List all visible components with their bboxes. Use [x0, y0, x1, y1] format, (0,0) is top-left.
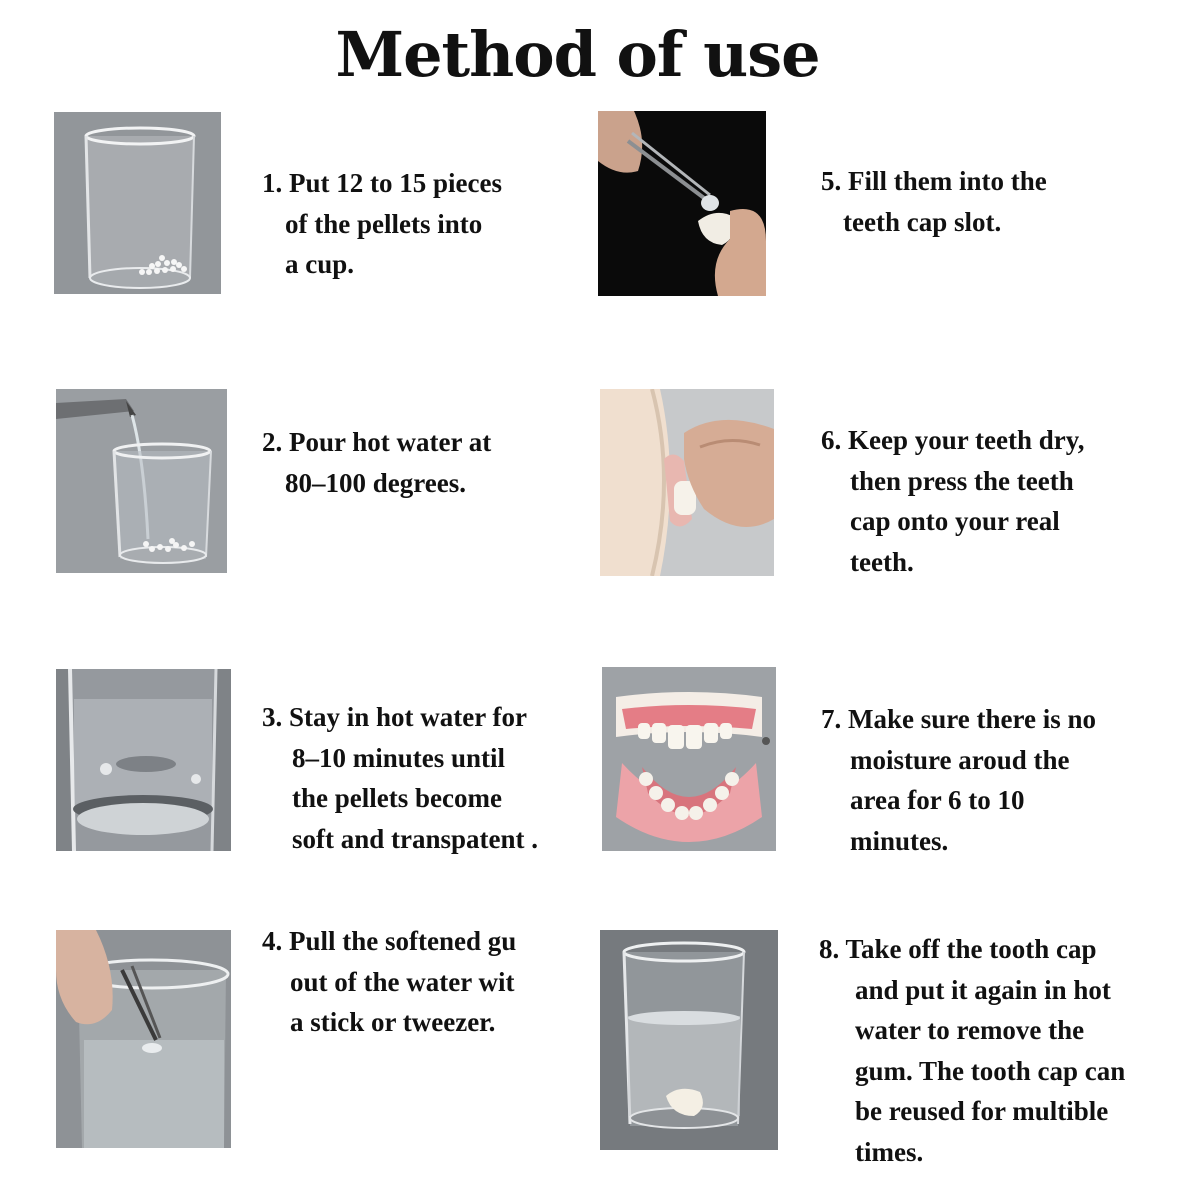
step-1-photo	[54, 112, 221, 294]
step-6-photo	[600, 389, 774, 576]
step-8-text: 8. Take off the tooth cap and put it again in hot water to remove the gum. The tooth cap can be reused for multible times.	[819, 934, 1126, 1167]
press-cap-on-model-icon	[600, 389, 774, 576]
step-4-photo	[56, 930, 231, 1148]
step-7-photo	[602, 667, 776, 851]
step-1-text: 1. Put 12 to 15 pieces of the pellets into a cup.	[262, 168, 502, 279]
pouring-hot-water-icon	[56, 389, 227, 573]
tweezer-pull-gum-icon	[56, 930, 231, 1148]
step-6-text: 6. Keep your teeth dry, then press the teeth cap onto your real teeth.	[821, 425, 1085, 577]
step-8-photo	[600, 930, 778, 1150]
tweezer-fill-cap-icon	[598, 111, 766, 296]
dental-model-icon	[602, 667, 776, 851]
step-3-text: 3. Stay in hot water for 8–10 minutes until the pellets become soft and transpatent .	[262, 702, 539, 854]
step-4-text: 4. Pull the softened gu out of the water wit a stick or tweezer.	[262, 926, 517, 1037]
glass-in-hot-water-icon	[56, 669, 231, 851]
glass-with-tooth-cap-icon	[600, 930, 778, 1150]
step-5-text: 5. Fill them into the teeth cap slot.	[821, 166, 1047, 237]
glass-with-pellets-icon	[54, 112, 221, 294]
step-5-photo	[598, 111, 766, 296]
step-2-text: 2. Pour hot water at 80–100 degrees.	[262, 427, 492, 498]
step-3-photo	[56, 669, 231, 851]
step-2-photo	[56, 389, 227, 573]
page-title: Method of use	[335, 18, 820, 91]
step-7-text: 7. Make sure there is no moisture aroud the area for 6 to 10 minutes.	[821, 704, 1096, 856]
